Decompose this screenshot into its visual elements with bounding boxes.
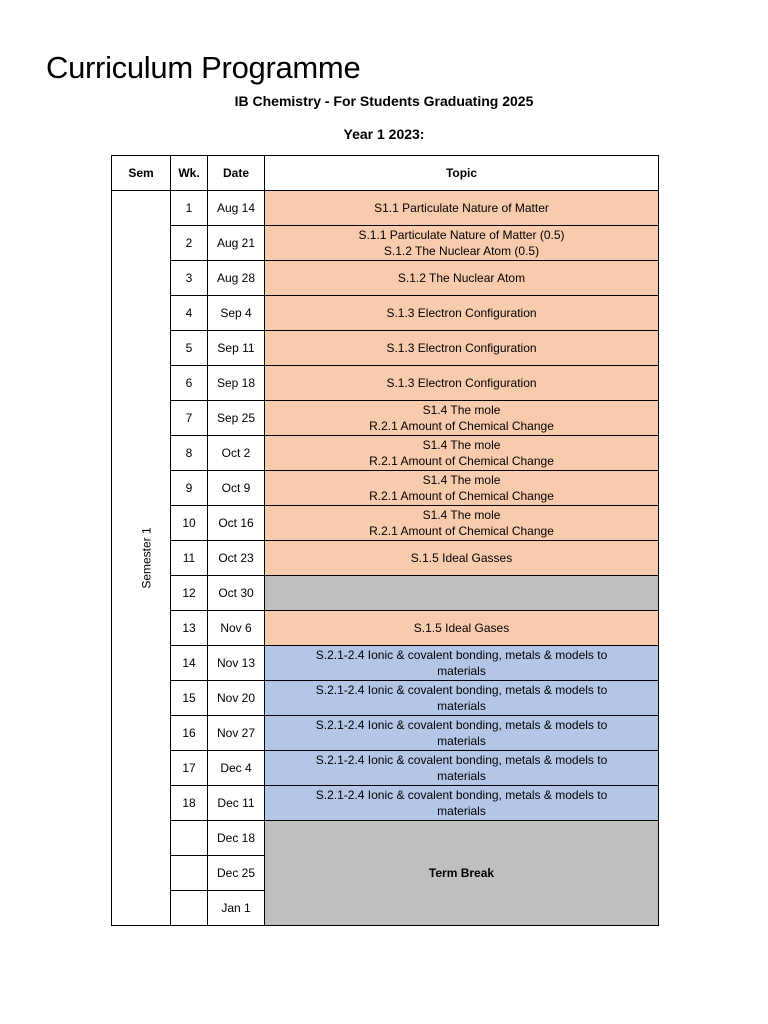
week-cell: 10: [171, 506, 208, 541]
week-cell: 1: [171, 191, 208, 226]
topic-cell: [265, 296, 659, 331]
week-cell: 14: [171, 646, 208, 681]
date-cell: Dec 11: [208, 786, 265, 821]
topic-line: S.2.1-2.4 Ionic & covalent bonding, metals & models to: [315, 683, 608, 697]
topic-cell: [265, 191, 659, 226]
topic-line: materials: [437, 699, 486, 713]
week-cell: 11: [171, 541, 208, 576]
topic-line: materials: [437, 664, 486, 678]
date-cell: Oct 30: [208, 576, 265, 611]
date-cell: Sep 4: [208, 296, 265, 331]
week-cell: [171, 821, 208, 856]
page-title: Curriculum Programme: [46, 50, 361, 85]
topic-line: S.1.5 Ideal Gasses: [410, 551, 513, 565]
week-cell: 2: [171, 226, 208, 261]
topic-cell: [265, 401, 659, 436]
topic-line: R.2.1 Amount of Chemical Change: [369, 524, 554, 538]
week-cell: [171, 891, 208, 926]
topic-cell: [265, 226, 659, 261]
table-row: [112, 541, 659, 576]
week-cell: 15: [171, 681, 208, 716]
week-cell: 12: [171, 576, 208, 611]
date-cell: Nov 20: [208, 681, 265, 716]
week-cell: 5: [171, 331, 208, 366]
week-cell: 18: [171, 786, 208, 821]
week-cell: 7: [171, 401, 208, 436]
date-cell: Oct 23: [208, 541, 265, 576]
topic-line: S.1.3 Electron Configuration: [386, 376, 537, 390]
date-cell: Nov 27: [208, 716, 265, 751]
topic-line: R.2.1 Amount of Chemical Change: [369, 489, 554, 503]
column-header-sem: Sem: [112, 156, 171, 191]
topic-line: materials: [437, 734, 486, 748]
table-row: [112, 786, 659, 821]
topic-cell: [265, 786, 659, 821]
week-cell: 6: [171, 366, 208, 401]
table-row: [112, 681, 659, 716]
semester-label: Semester 1: [139, 527, 154, 589]
date-cell: Jan 1: [208, 891, 265, 926]
date-cell: Aug 14: [208, 191, 265, 226]
table-body: [112, 191, 659, 926]
table-row: [112, 261, 659, 296]
topic-cell: [265, 751, 659, 786]
table-row: [112, 296, 659, 331]
date-cell: Nov 13: [208, 646, 265, 681]
week-cell: 4: [171, 296, 208, 331]
week-cell: 8: [171, 436, 208, 471]
year-heading: Year 1 2023:: [343, 126, 425, 142]
topic-line: R.2.1 Amount of Chemical Change: [369, 419, 554, 433]
topic-line: S1.4 The mole: [422, 438, 501, 452]
column-header-date: Date: [208, 156, 265, 191]
table-row: [112, 436, 659, 471]
topic-cell: [265, 331, 659, 366]
table-row: [112, 331, 659, 366]
table-row: [112, 821, 659, 856]
topic-line: S.2.1-2.4 Ionic & covalent bonding, metals & models to: [315, 788, 608, 802]
topic-line: S.1.3 Electron Configuration: [386, 341, 537, 355]
date-cell: Oct 2: [208, 436, 265, 471]
topic-line: S1.4 The mole: [422, 508, 501, 522]
topic-line: S1.1 Particulate Nature of Matter: [374, 201, 549, 215]
week-cell: 17: [171, 751, 208, 786]
week-cell: [171, 856, 208, 891]
date-cell: Aug 28: [208, 261, 265, 296]
semester-cell: [112, 191, 171, 926]
column-header-topic: Topic: [265, 156, 659, 191]
topic-line: S1.4 The mole: [422, 403, 501, 417]
date-cell: Aug 21: [208, 226, 265, 261]
topic-cell: [265, 646, 659, 681]
date-cell: Sep 25: [208, 401, 265, 436]
table-row: [112, 366, 659, 401]
term-break-cell: Term Break: [265, 821, 659, 926]
topic-line: S.1.1 Particulate Nature of Matter (0.5): [358, 228, 565, 242]
table-row: [112, 506, 659, 541]
topic-cell: [265, 471, 659, 506]
column-header-week: Wk.: [171, 156, 208, 191]
topic-cell: [265, 716, 659, 751]
topic-line: S.1.3 Electron Configuration: [386, 306, 537, 320]
topic-cell: [265, 541, 659, 576]
topic-line: S.1.2 The Nuclear Atom (0.5): [383, 244, 540, 258]
table-header-row: [112, 156, 659, 191]
date-cell: Nov 6: [208, 611, 265, 646]
curriculum-table: [111, 155, 659, 926]
topic-line: S.2.1-2.4 Ionic & covalent bonding, metals & models to: [315, 718, 608, 732]
table-row: [112, 716, 659, 751]
topic-line: S1.4 The mole: [422, 473, 501, 487]
topic-line: S.1.2 The Nuclear Atom: [397, 271, 526, 285]
week-cell: 9: [171, 471, 208, 506]
date-cell: Dec 25: [208, 856, 265, 891]
topic-cell: [265, 681, 659, 716]
topic-cell: [265, 611, 659, 646]
table-row: [112, 611, 659, 646]
date-cell: Oct 9: [208, 471, 265, 506]
topic-cell: [265, 576, 659, 611]
table-row: [112, 226, 659, 261]
week-cell: 13: [171, 611, 208, 646]
topic-cell: [265, 506, 659, 541]
date-cell: Oct 16: [208, 506, 265, 541]
date-cell: Dec 18: [208, 821, 265, 856]
topic-line: R.2.1 Amount of Chemical Change: [369, 454, 554, 468]
week-cell: 16: [171, 716, 208, 751]
topic-line: materials: [437, 769, 486, 783]
table-row: [112, 576, 659, 611]
topic-line: materials: [437, 804, 486, 818]
date-cell: Sep 11: [208, 331, 265, 366]
week-cell: 3: [171, 261, 208, 296]
table-row: [112, 191, 659, 226]
topic-cell: [265, 261, 659, 296]
table-row: [112, 751, 659, 786]
topic-line: S.2.1-2.4 Ionic & covalent bonding, metals & models to: [315, 753, 608, 767]
table-row: [112, 471, 659, 506]
course-subtitle: IB Chemistry - For Students Graduating 2025: [234, 93, 534, 109]
topic-cell: [265, 366, 659, 401]
topic-line: S.1.5 Ideal Gases: [413, 621, 510, 635]
topic-cell: [265, 436, 659, 471]
table-row: [112, 646, 659, 681]
date-cell: Dec 4: [208, 751, 265, 786]
date-cell: Sep 18: [208, 366, 265, 401]
topic-line: S.2.1-2.4 Ionic & covalent bonding, metals & models to: [315, 648, 608, 662]
table-row: [112, 401, 659, 436]
